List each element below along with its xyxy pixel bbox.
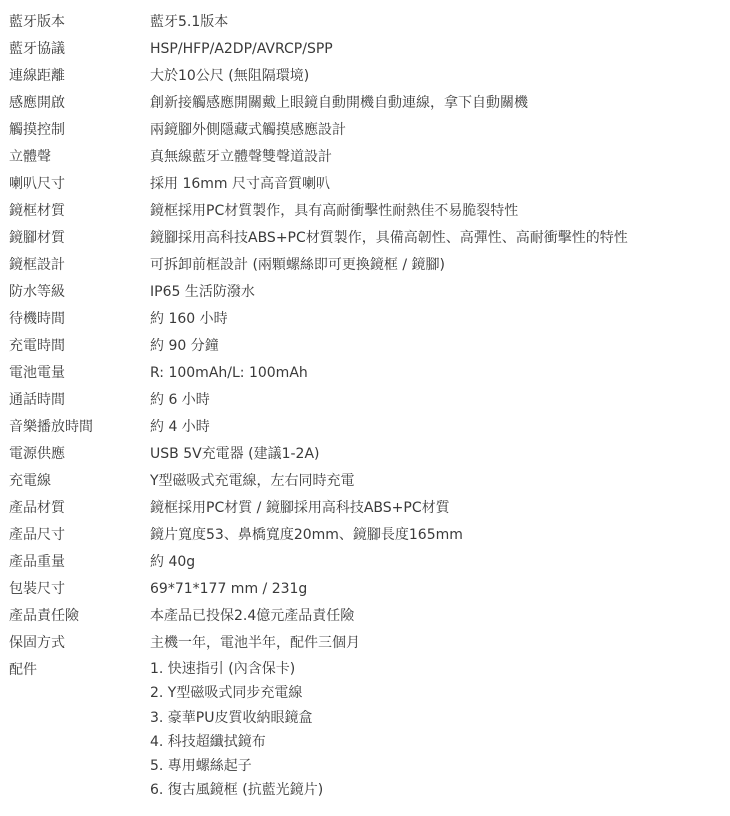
accessory-item: 4. 科技超纖拭鏡布 xyxy=(150,733,266,750)
spec-value: USB 5V充電器 (建議1-2A) xyxy=(150,446,320,462)
spec-label: 鏡框材質 xyxy=(9,203,65,219)
spec-row xyxy=(9,387,730,414)
spec-label: 待機時間 xyxy=(9,311,65,327)
spec-row xyxy=(9,549,730,576)
spec-value: Y型磁吸式充電線，左右同時充電 xyxy=(150,473,355,489)
spec-value: 鏡框採用PC材質製作，具有高耐衝擊性耐熱佳不易脆裂特性 xyxy=(150,203,519,219)
spec-row xyxy=(9,117,730,144)
accessory-item: 5. 專用螺絲起子 xyxy=(150,758,252,775)
spec-value xyxy=(150,657,730,803)
spec-value: 兩鏡腳外側隱藏式觸摸感應設計 xyxy=(150,122,346,138)
spec-label: 電源供應 xyxy=(9,446,65,462)
spec-row xyxy=(9,225,730,252)
spec-row xyxy=(9,9,730,36)
spec-value: 採用 16mm 尺寸高音質喇叭 xyxy=(150,176,330,192)
spec-label: 充電線 xyxy=(9,473,51,489)
spec-value: IP65 生活防潑水 xyxy=(150,284,255,300)
spec-value: 約 90 分鐘 xyxy=(150,338,219,354)
spec-row xyxy=(9,522,730,549)
spec-row xyxy=(9,603,730,630)
spec-row xyxy=(9,198,730,225)
spec-value: 主機一年，電池半年，配件三個月 xyxy=(150,635,360,651)
accessories-list xyxy=(150,657,730,803)
spec-value: HSP/HFP/A2DP/AVRCP/SPP xyxy=(150,41,333,57)
spec-value: 鏡片寬度53、鼻橋寬度20mm、鏡腳長度165mm xyxy=(150,527,463,543)
spec-row xyxy=(9,252,730,279)
spec-row xyxy=(9,360,730,387)
spec-label: 產品材質 xyxy=(9,500,65,516)
spec-label: 立體聲 xyxy=(9,149,51,165)
spec-label: 保固方式 xyxy=(9,635,65,651)
spec-row xyxy=(9,279,730,306)
spec-label: 防水等級 xyxy=(9,284,65,300)
accessory-item: 6. 復古風鏡框 (抗藍光鏡片) xyxy=(150,782,324,799)
spec-value: 鏡框採用PC材質 / 鏡腳採用高科技ABS+PC材質 xyxy=(150,500,450,516)
spec-value: 約 6 小時 xyxy=(150,392,210,408)
spec-label: 鏡腳材質 xyxy=(9,230,65,246)
accessory-item: 1. 快速指引 (內含保卡) xyxy=(150,661,296,677)
spec-value: R: 100mAh/L: 100mAh xyxy=(150,365,308,381)
spec-value: 藍牙5.1版本 xyxy=(150,14,229,30)
spec-row xyxy=(9,90,730,117)
spec-label: 藍牙版本 xyxy=(9,14,65,30)
spec-value: 約 160 小時 xyxy=(150,311,228,327)
spec-label: 產品責任險 xyxy=(9,608,79,624)
spec-value: 本產品已投保2.4億元產品責任險 xyxy=(150,608,355,624)
spec-rows xyxy=(9,9,730,657)
spec-row xyxy=(9,468,730,495)
spec-label: 通話時間 xyxy=(9,392,65,408)
spec-value: 創新接觸感應開關戴上眼鏡自動開機自動連線，拿下自動關機 xyxy=(150,95,528,111)
spec-value: 約 4 小時 xyxy=(150,419,210,435)
spec-value: 可拆卸前框設計 (兩顆螺絲即可更換鏡框 / 鏡腳) xyxy=(150,257,445,273)
spec-value: 真無線藍牙立體聲雙聲道設計 xyxy=(150,149,332,165)
spec-label: 連線距離 xyxy=(9,68,65,84)
spec-row xyxy=(9,333,730,360)
spec-label: 充電時間 xyxy=(9,338,65,354)
spec-value: 鏡腳採用高科技ABS+PC材質製作，具備高韌性、高彈性、高耐衝擊性的特性 xyxy=(150,230,628,246)
spec-label: 感應開啟 xyxy=(9,95,65,111)
spec-value: 69*71*177 mm / 231g xyxy=(150,581,308,597)
accessory-item: 2. Y型磁吸式同步充電線 xyxy=(150,685,303,702)
spec-label: 藍牙協議 xyxy=(9,41,65,57)
spec-row xyxy=(9,171,730,198)
spec-row xyxy=(9,306,730,333)
spec-value: 約 40g xyxy=(150,554,196,570)
spec-label: 產品尺寸 xyxy=(9,527,65,543)
spec-row xyxy=(9,576,730,603)
spec-label: 包裝尺寸 xyxy=(9,581,65,597)
spec-label: 配件 xyxy=(9,662,37,678)
spec-row xyxy=(9,630,730,657)
spec-row xyxy=(9,36,730,63)
spec-label: 產品重量 xyxy=(9,554,65,570)
spec-row xyxy=(9,63,730,90)
spec-row xyxy=(9,414,730,441)
spec-label: 喇叭尺寸 xyxy=(9,176,65,192)
spec-label: 觸摸控制 xyxy=(9,122,65,138)
spec-row xyxy=(9,495,730,522)
spec-label: 電池電量 xyxy=(9,365,65,381)
accessory-item: 3. 豪華PU皮質收納眼鏡盒 xyxy=(150,709,313,726)
spec-row xyxy=(9,441,730,468)
spec-row-accessories xyxy=(9,657,730,803)
spec-row xyxy=(9,144,730,171)
spec-label: 鏡框設計 xyxy=(9,257,65,273)
spec-value: 大於10公尺 (無阻隔環境) xyxy=(150,68,310,84)
spec-label: 音樂播放時間 xyxy=(9,419,93,435)
